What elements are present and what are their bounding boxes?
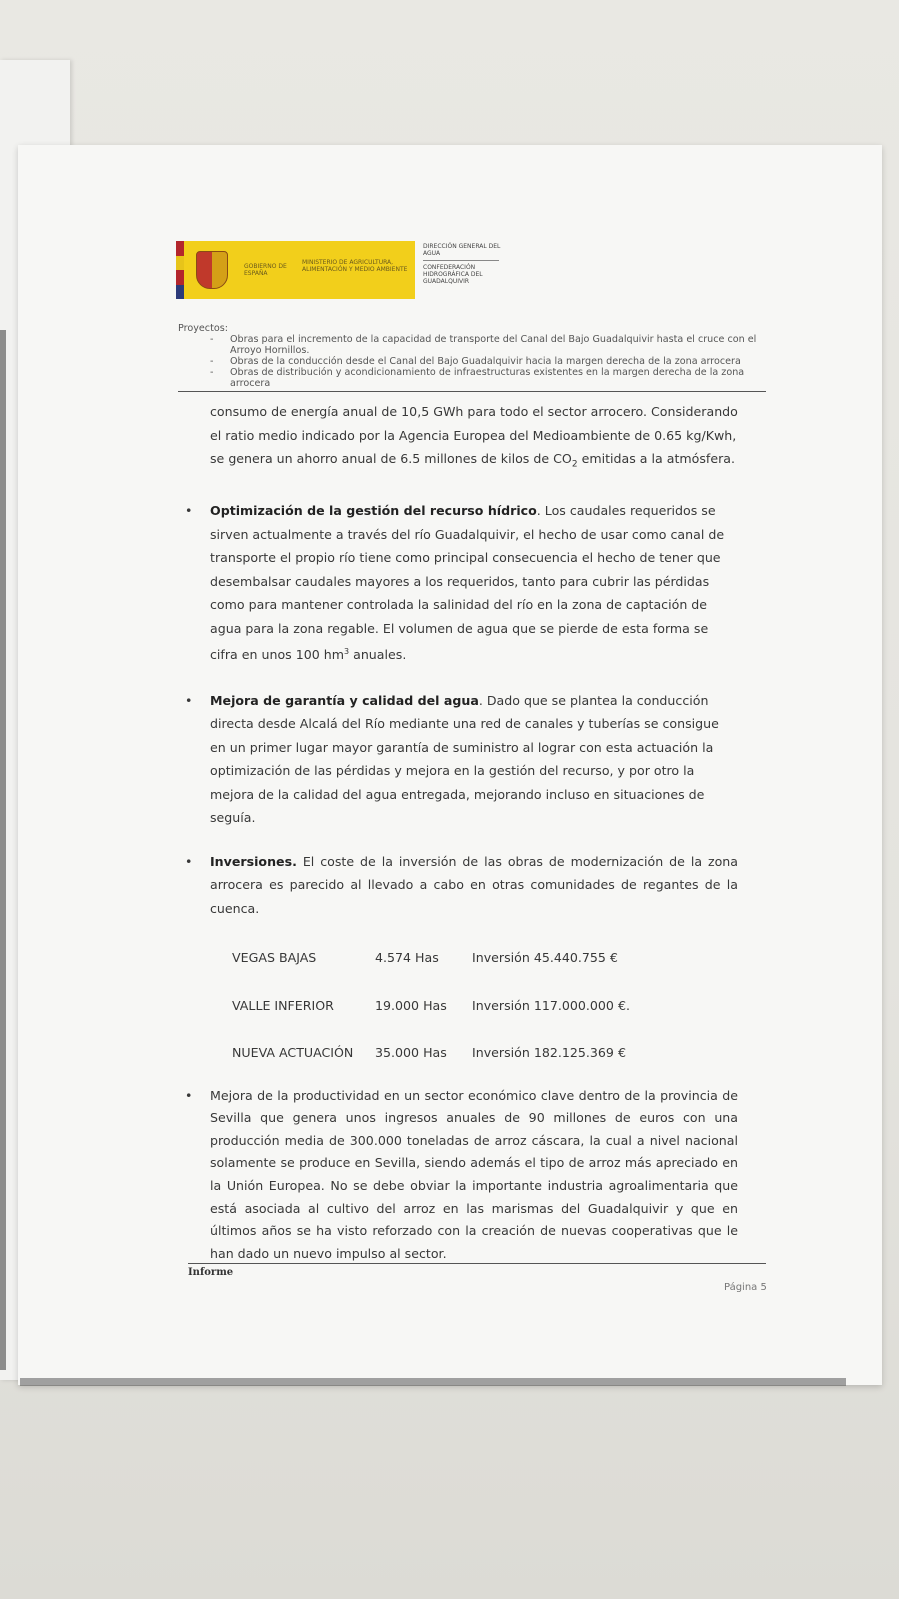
header-rule [178,391,766,392]
project-item: - Obras para el incremento de la capacidad de transporte del Canal del Bajo Guadalquivir hasta el cruce con el Arroyo Hornillos. [230,334,762,356]
table-row [232,994,630,1042]
coat-of-arms-icon [196,251,228,289]
document-body [178,400,738,1265]
zone-area: 35.000 Has [375,1045,447,1061]
zone-name: VEGAS BAJAS [232,950,317,966]
footer-label: Informe [188,1267,234,1278]
zone-name: NUEVA ACTUACIÓN [232,1045,354,1061]
project-item: - Obras de distribución y acondicionamiento de infraestructuras existentes en la margen derecha de la zona arrocera [230,367,762,389]
zone-area: 19.000 Has [375,997,447,1013]
page-number: Página 5 [724,1282,767,1293]
zone-name: VALLE INFERIOR [232,997,334,1013]
bullet-water-quality: • Mejora de garantía y calidad del agua. Dado que se plantea la conducción directa desde Alcalá del Río mediante una red de canales y tuberías se consigue en un primer lugar mayor garantía de suministro al lograr con esta actuación la optimización de las pérdidas y mejora en la gestión del recurso, y por otro la mejora de la calidad del agua entregada, mejorando incluso en situaciones de seguía. [185,692,719,826]
agency-block [423,243,503,285]
zone-investment: Inversión 45.440.755 € [472,950,618,966]
zone-investment: Inversión 117.000.000 €. [472,997,630,1013]
page-shadow [20,1378,846,1386]
projects-list [178,334,762,389]
projects-header [178,323,762,389]
bullet-investments: • Inversiones. El coste de la inversión de las obras de modernización de la zona arrocera es parecido al llevado a cabo en otras comunidades de regantes de la cuenca. [185,853,738,916]
government-logo [176,241,415,299]
ministerio-label: MINISTERIO DE AGRICULTURA, ALIMENTACIÓN Y MEDIO AMBIENTE [302,259,408,273]
ministry-banner [184,241,415,299]
flag-strip [176,241,184,299]
table-row [232,946,630,994]
gobierno-label: GOBIERNO DE ESPAÑA [244,263,287,277]
bullet-title: Inversiones. [210,853,297,869]
footer-rule [188,1263,766,1264]
project-item: - Obras de la conducción desde el Canal del Bajo Guadalquivir hacia la margen derecha de la zona arrocera [230,356,762,367]
table-row [232,1041,630,1089]
projects-label: Proyectos: [178,323,228,334]
confederacion-label: CONFEDERACIÓN HIDROGRÁFICA DEL GUADALQUIVIR [423,264,483,285]
document-page [18,145,882,1385]
zone-investment: Inversión 182.125.369 € [472,1045,626,1061]
intro-paragraph: consumo de energía anual de 10,5 GWh para todo el sector arrocero. Considerando el ratio medio indicado por la Agencia Europea del Medioambiente de 0.65 kg/Kwh, se genera un ahorro anual de 6.5 millones de kilos de $CO_2$ emitidas a la atmósfera. [210,404,738,470]
bullet-productivity: • Mejora de la productividad en un sector económico clave dentro de la provincia de Sevilla que genera unos ingresos anuales de 90 millones de euros con una producción media de 300.000 toneladas de arroz cáscara, la cual a nivel nacional solamente se produce en Sevilla, siendo además el tipo de arroz más apreciado en la Unión Europea. No se debe obviar la importante industria agroalimentaria que está asociada al cultivo del arroz en las marismas del Guadalquivir y que en últimos años se ha visto reforzado con la creación de nuevas cooperativas que le han dado un nuevo impulso al sector. [185,1087,738,1261]
bullet-title: Mejora de garantía y calidad del agua [210,692,479,708]
sheet-edge [0,330,6,1370]
bullet-title: Optimización de la gestión del recurso hídrico [210,503,537,519]
investments-table [232,946,630,1089]
zone-area: 4.574 Has [375,950,439,966]
direccion-label: DIRECCIÓN GENERAL DEL AGUA [423,243,501,257]
bullet-water-management: • Optimización de la gestión del recurso hídrico. Los caudales requeridos se sirven actualmente a través del río Guadalquivir, el hecho de usar como canal de transporte el propio río tiene como principal consecuencia el hecho de tener que desembalsar caudales mayores a los requeridos, tanto para cubrir las pérdidas como para mantener controlada la salinidad del río en la zona de captación de agua para la zona regable. El volumen de agua que se pierde de esta forma se cifra en unos 100 $hm^3$ anuales. [185,503,725,663]
